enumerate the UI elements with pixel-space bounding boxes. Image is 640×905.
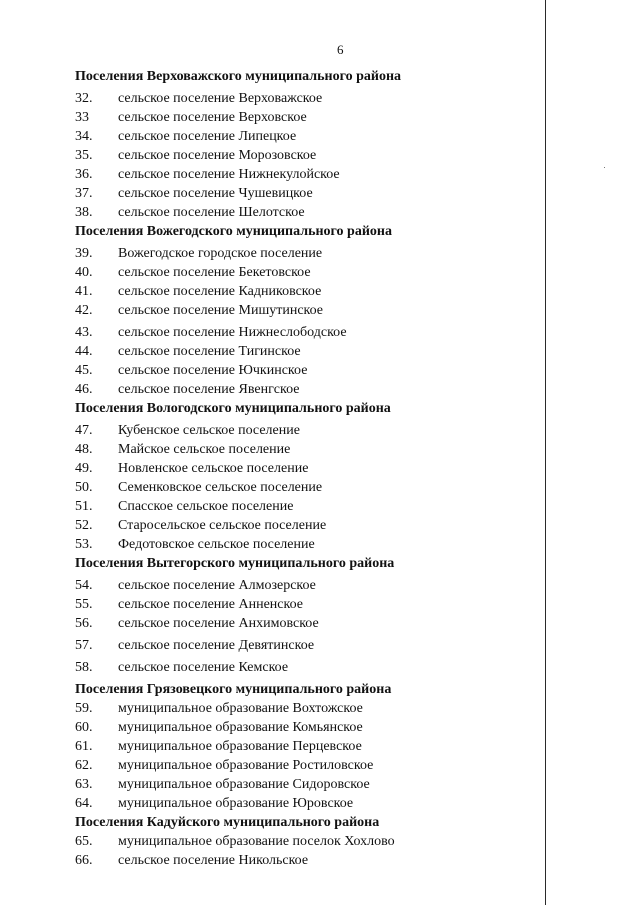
list-item xyxy=(75,282,515,301)
item-number: 44. xyxy=(75,344,93,359)
item-text: муниципальное образование Сидоровское xyxy=(118,777,370,792)
item-text: сельское поселение Кемское xyxy=(118,660,289,675)
item-number: 43. xyxy=(75,325,93,340)
item-number: 37. xyxy=(75,186,93,201)
item-number: 65. xyxy=(75,834,93,849)
list-item xyxy=(75,108,515,127)
item-text: сельское поселение Явенгское xyxy=(118,382,300,397)
item-number: 47. xyxy=(75,423,93,438)
item-number: 39. xyxy=(75,246,93,261)
item-text: муниципальное образование Юровское xyxy=(118,796,354,811)
list-item xyxy=(75,244,515,263)
list-item xyxy=(75,832,515,851)
item-text: сельское поселение Анненское xyxy=(118,597,303,612)
item-number: 45. xyxy=(75,363,93,378)
item-number: 59. xyxy=(75,701,93,716)
section-heading: Поселения Кадуйского муниципального района xyxy=(75,815,380,830)
item-text: Вожегодское городское поселение xyxy=(118,246,323,261)
item-number: 50. xyxy=(75,480,93,495)
list-item xyxy=(75,535,515,554)
item-number: 54. xyxy=(75,578,93,593)
settlement-list xyxy=(75,67,515,870)
item-text: муниципальное образование Ростиловское xyxy=(118,758,374,773)
item-text: муниципальное образование поселок Хохлово xyxy=(118,834,395,849)
item-text: муниципальное образование Перцевское xyxy=(118,739,362,754)
item-text: Федотовское сельское поселение xyxy=(118,537,315,552)
item-number: 42. xyxy=(75,303,93,318)
item-number: 56. xyxy=(75,616,93,631)
item-number: 52. xyxy=(75,518,93,533)
item-text: сельское поселение Шелотское xyxy=(118,205,305,220)
item-text: сельское поселение Кадниковское xyxy=(118,284,322,299)
section-heading: Поселения Вологодского муниципального района xyxy=(75,401,391,416)
scan-speck xyxy=(604,167,605,168)
item-text: сельское поселение Анхимовское xyxy=(118,616,319,631)
list-item xyxy=(75,497,515,516)
section-heading: Поселения Верховажского муниципального района xyxy=(75,69,402,84)
item-number: 34. xyxy=(75,129,93,144)
item-text: Майское сельское поселение xyxy=(118,442,291,457)
item-text: сельское поселение Чушевицкое xyxy=(118,186,313,201)
item-number: 58. xyxy=(75,660,93,675)
list-item xyxy=(75,699,515,718)
list-item xyxy=(75,775,515,794)
item-text: сельское поселение Верховажское xyxy=(118,91,323,106)
list-item xyxy=(75,595,515,614)
item-number: 46. xyxy=(75,382,93,397)
item-number: 64. xyxy=(75,796,93,811)
list-item xyxy=(75,614,515,633)
item-text: сельское поселение Никольское xyxy=(118,853,309,868)
item-number: 57. xyxy=(75,638,93,653)
list-item xyxy=(75,323,515,342)
list-item xyxy=(75,421,515,440)
item-text: сельское поселение Бекетовское xyxy=(118,265,311,280)
item-text: Спасское сельское поселение xyxy=(118,499,294,514)
list-item xyxy=(75,89,515,108)
list-item xyxy=(75,127,515,146)
item-text: Семенковское сельское поселение xyxy=(118,480,323,495)
list-item xyxy=(75,851,515,870)
list-item xyxy=(75,184,515,203)
item-number: 32. xyxy=(75,91,93,106)
item-number: 55. xyxy=(75,597,93,612)
item-text: Кубенское сельское поселение xyxy=(118,423,300,438)
list-item xyxy=(75,478,515,497)
list-item xyxy=(75,146,515,165)
item-text: сельское поселение Тигинское xyxy=(118,344,301,359)
item-number: 66. xyxy=(75,853,93,868)
item-text: сельское поселение Верховское xyxy=(118,110,307,125)
list-item xyxy=(75,459,515,478)
item-text: муниципальное образование Вохтожское xyxy=(118,701,363,716)
list-item xyxy=(75,301,515,320)
list-item xyxy=(75,516,515,535)
item-text: сельское поселение Мишутинское xyxy=(118,303,324,318)
item-text: сельское поселение Девятинское xyxy=(118,638,315,653)
item-text: сельское поселение Нижнекулойское xyxy=(118,167,340,182)
item-number: 61. xyxy=(75,739,93,754)
list-item xyxy=(75,361,515,380)
page-number: 6 xyxy=(337,42,344,57)
item-text: сельское поселение Алмозерское xyxy=(118,578,316,593)
item-number: 60. xyxy=(75,720,93,735)
item-number: 35. xyxy=(75,148,93,163)
item-number: 36. xyxy=(75,167,93,182)
list-item xyxy=(75,342,515,361)
list-item xyxy=(75,636,515,655)
list-item xyxy=(75,203,515,222)
item-number: 48. xyxy=(75,442,93,457)
item-text: сельское поселение Ючкинское xyxy=(118,363,308,378)
item-number: 33 xyxy=(75,110,89,125)
item-text: сельское поселение Морозовское xyxy=(118,148,317,163)
list-item xyxy=(75,440,515,459)
item-text: сельское поселение Нижнеслободское xyxy=(118,325,347,340)
item-number: 40. xyxy=(75,265,93,280)
section-heading: Поселения Вытегорского муниципального района xyxy=(75,556,395,571)
list-item xyxy=(75,380,515,399)
item-number: 38. xyxy=(75,205,93,220)
section-heading: Поселения Грязовецкого муниципального района xyxy=(75,682,392,697)
list-item xyxy=(75,756,515,775)
item-number: 49. xyxy=(75,461,93,476)
item-text: сельское поселение Липецкое xyxy=(118,129,297,144)
list-item xyxy=(75,576,515,595)
item-number: 53. xyxy=(75,537,93,552)
item-number: 41. xyxy=(75,284,93,299)
list-item xyxy=(75,794,515,813)
item-text: муниципальное образование Комьянское xyxy=(118,720,363,735)
vertical-margin-line xyxy=(545,0,546,905)
item-number: 63. xyxy=(75,777,93,792)
item-text: Старосельское сельское поселение xyxy=(118,518,327,533)
list-item xyxy=(75,658,515,677)
item-number: 51. xyxy=(75,499,93,514)
list-item xyxy=(75,263,515,282)
list-item xyxy=(75,165,515,184)
section-heading: Поселения Вожегодского муниципального района xyxy=(75,224,392,239)
list-item xyxy=(75,737,515,756)
item-text: Новленское сельское поселение xyxy=(118,461,309,476)
list-item xyxy=(75,718,515,737)
item-number: 62. xyxy=(75,758,93,773)
